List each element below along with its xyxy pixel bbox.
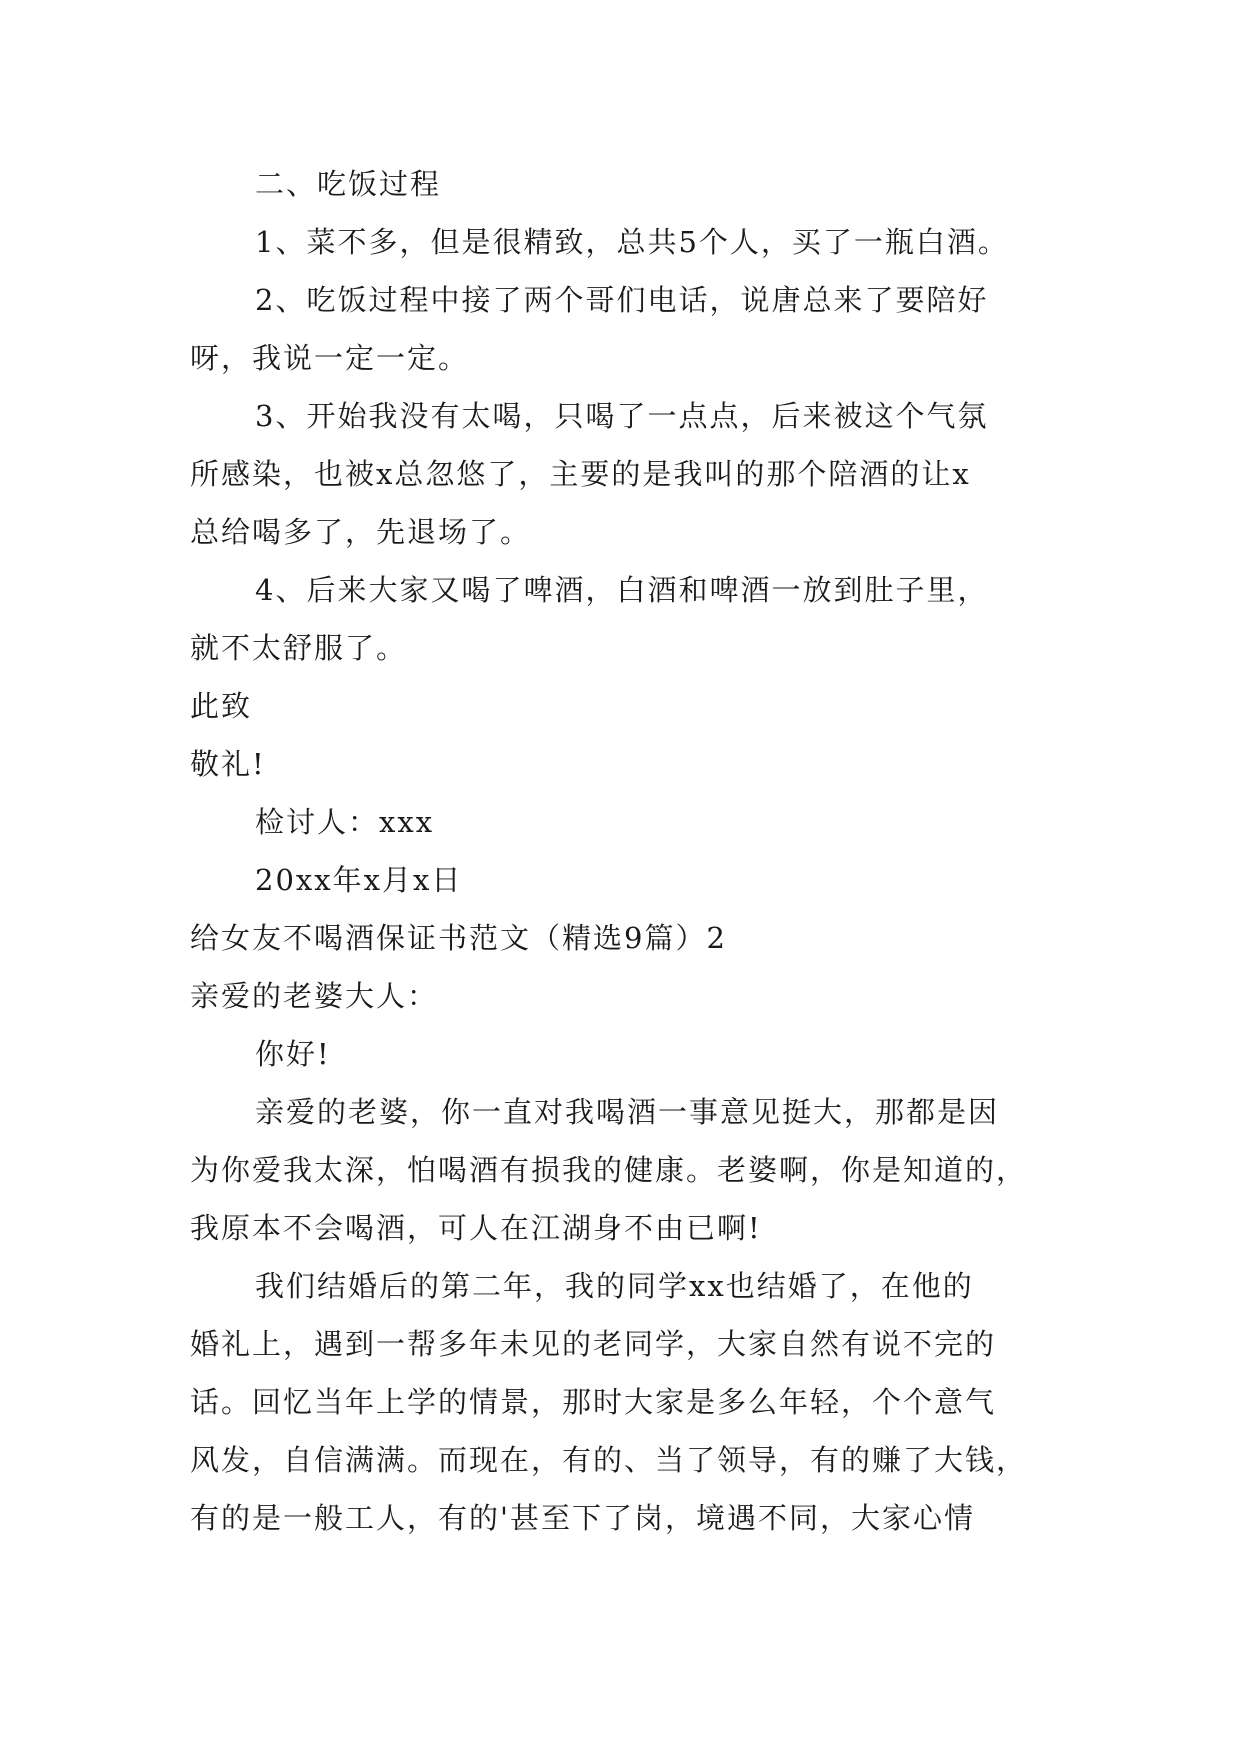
paragraph-line: 就不太舒服了。 [190, 631, 408, 665]
paragraph-line: 3、开始我没有太喝，只喝了一点点，后来被这个气氛 [255, 399, 989, 433]
greeting: 你好! [255, 1037, 331, 1071]
paragraph-line: 总给喝多了，先退场了。 [190, 515, 532, 549]
paragraph-line: 婚礼上，遇到一帮多年未见的老同学，大家自然有说不完的 [190, 1327, 997, 1361]
paragraph-line: 所感染，也被x总忽悠了，主要的是我叫的那个陪酒的让x [190, 457, 971, 491]
paragraph-line: 我们结婚后的第二年，我的同学xx也结婚了，在他的 [255, 1269, 974, 1303]
paragraph-line: 呀，我说一定一定。 [190, 341, 470, 375]
paragraph-line: 2、吃饭过程中接了两个哥们电话，说唐总来了要陪好 [255, 283, 989, 317]
article-title: 给女友不喝酒保证书范文（精选9篇）2 [190, 921, 727, 955]
paragraph-line: 风发，自信满满。而现在，有的、当了领导，有的赚了大钱， [190, 1443, 1028, 1477]
paragraph-line: 有的是一般工人，有的'甚至下了岗，境遇不同，大家心情 [190, 1501, 975, 1535]
closing-salute: 敬礼! [190, 747, 266, 781]
document-body [190, 155, 1060, 1547]
paragraph-line: 为你爱我太深，怕喝酒有损我的健康。老婆啊，你是知道的， [190, 1153, 1028, 1187]
paragraph-line: 1、菜不多，但是很精致，总共5个人，买了一瓶白酒。 [255, 225, 1009, 259]
section-heading: 二、吃饭过程 [255, 167, 442, 201]
paragraph-line: 4、后来大家又喝了啤酒，白酒和啤酒一放到肚子里， [255, 573, 989, 607]
signature-line: 检讨人：xxx [255, 805, 435, 839]
date-line: 20xx年x月x日 [255, 863, 463, 897]
paragraph-line: 我原本不会喝酒，可人在江湖身不由已啊! [190, 1211, 762, 1245]
paragraph-line: 话。回忆当年上学的情景，那时大家是多么年轻，个个意气 [190, 1385, 997, 1419]
closing-line: 此致 [190, 689, 253, 723]
paragraph-line: 亲爱的老婆，你一直对我喝酒一事意见挺大，那都是因 [255, 1095, 1000, 1129]
salutation: 亲爱的老婆大人： [190, 979, 439, 1013]
